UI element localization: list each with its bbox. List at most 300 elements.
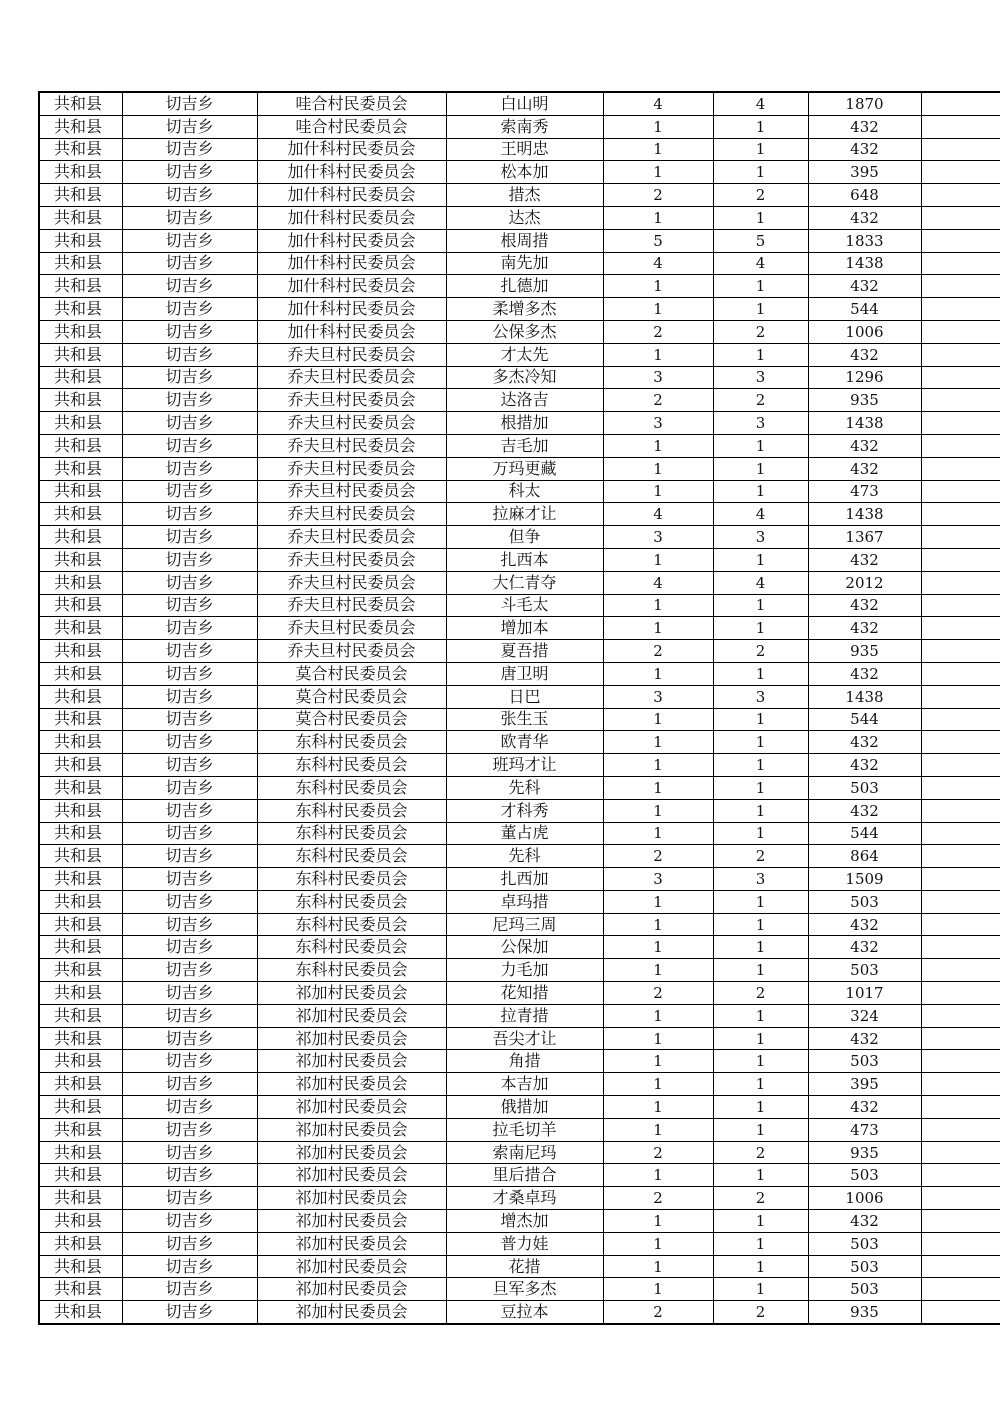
table-row: [39, 275, 1000, 298]
remark-cell: [921, 457, 1000, 480]
township-cell: 切吉乡: [122, 1096, 257, 1119]
amount-cell: 1438: [808, 252, 921, 275]
name-cell: 大仁青夺: [446, 571, 603, 594]
township-cell: 切吉乡: [122, 1118, 257, 1141]
table-row: [39, 138, 1000, 161]
village-cell: 祁加村民委员会: [257, 1278, 446, 1301]
data-table: [38, 91, 1000, 1325]
person-count-cell: 1: [713, 1278, 808, 1301]
remark-cell: [921, 1027, 1000, 1050]
person-count-cell: 1: [713, 1164, 808, 1187]
village-cell: 东科村民委员会: [257, 799, 446, 822]
name-cell: 尼玛三周: [446, 913, 603, 936]
township-cell: 切吉乡: [122, 571, 257, 594]
name-cell: 张生玉: [446, 708, 603, 731]
village-cell: 东科村民委员会: [257, 913, 446, 936]
township-cell: 切吉乡: [122, 503, 257, 526]
household-count-cell: 2: [603, 845, 713, 868]
amount-cell: 503: [808, 1232, 921, 1255]
household-count-cell: 1: [603, 936, 713, 959]
person-count-cell: 2: [713, 1141, 808, 1164]
household-count-cell: 1: [603, 115, 713, 138]
table-row: [39, 982, 1000, 1005]
person-count-cell: 3: [713, 868, 808, 891]
county-cell: 共和县: [39, 731, 122, 754]
amount-cell: 935: [808, 640, 921, 663]
township-cell: 切吉乡: [122, 1301, 257, 1324]
person-count-cell: 1: [713, 754, 808, 777]
name-cell: 先科: [446, 776, 603, 799]
household-count-cell: 1: [603, 822, 713, 845]
amount-cell: 432: [808, 731, 921, 754]
table-row: [39, 1255, 1000, 1278]
village-cell: 莫合村民委员会: [257, 662, 446, 685]
person-count-cell: 3: [713, 685, 808, 708]
household-count-cell: 1: [603, 1278, 713, 1301]
township-cell: 切吉乡: [122, 982, 257, 1005]
county-cell: 共和县: [39, 754, 122, 777]
township-cell: 切吉乡: [122, 138, 257, 161]
county-cell: 共和县: [39, 480, 122, 503]
person-count-cell: 1: [713, 799, 808, 822]
village-cell: 加什科村民委员会: [257, 206, 446, 229]
village-cell: 加什科村民委员会: [257, 184, 446, 207]
amount-cell: 1438: [808, 503, 921, 526]
table-row: [39, 252, 1000, 275]
name-cell: 索南秀: [446, 115, 603, 138]
township-cell: 切吉乡: [122, 913, 257, 936]
remark-cell: [921, 1141, 1000, 1164]
township-cell: 切吉乡: [122, 1232, 257, 1255]
township-cell: 切吉乡: [122, 685, 257, 708]
amount-cell: 1006: [808, 1187, 921, 1210]
county-cell: 共和县: [39, 1164, 122, 1187]
table-row: [39, 115, 1000, 138]
remark-cell: [921, 708, 1000, 731]
name-cell: 豆拉本: [446, 1301, 603, 1324]
county-cell: 共和县: [39, 412, 122, 435]
person-count-cell: 1: [713, 936, 808, 959]
household-count-cell: 1: [603, 138, 713, 161]
village-cell: 乔夫旦村民委员会: [257, 389, 446, 412]
amount-cell: 473: [808, 480, 921, 503]
remark-cell: [921, 229, 1000, 252]
table-row: [39, 617, 1000, 640]
township-cell: 切吉乡: [122, 662, 257, 685]
township-cell: 切吉乡: [122, 92, 257, 115]
remark-cell: [921, 366, 1000, 389]
township-cell: 切吉乡: [122, 320, 257, 343]
household-count-cell: 1: [603, 343, 713, 366]
name-cell: 柔增多杰: [446, 298, 603, 321]
table-row: [39, 1232, 1000, 1255]
township-cell: 切吉乡: [122, 1004, 257, 1027]
table-row: [39, 822, 1000, 845]
village-cell: 加什科村民委员会: [257, 298, 446, 321]
county-cell: 共和县: [39, 115, 122, 138]
household-count-cell: 1: [603, 1210, 713, 1233]
remark-cell: [921, 1164, 1000, 1187]
amount-cell: 432: [808, 275, 921, 298]
village-cell: 东科村民委员会: [257, 822, 446, 845]
person-count-cell: 1: [713, 1050, 808, 1073]
county-cell: 共和县: [39, 503, 122, 526]
amount-cell: 503: [808, 1278, 921, 1301]
household-count-cell: 3: [603, 366, 713, 389]
person-count-cell: 1: [713, 343, 808, 366]
village-cell: 祁加村民委员会: [257, 1232, 446, 1255]
person-count-cell: 1: [713, 115, 808, 138]
amount-cell: 503: [808, 776, 921, 799]
township-cell: 切吉乡: [122, 959, 257, 982]
household-count-cell: 1: [603, 1096, 713, 1119]
name-cell: 班玛才让: [446, 754, 603, 777]
amount-cell: 935: [808, 389, 921, 412]
table-row: [39, 1141, 1000, 1164]
township-cell: 切吉乡: [122, 480, 257, 503]
household-count-cell: 1: [603, 662, 713, 685]
household-count-cell: 1: [603, 1255, 713, 1278]
township-cell: 切吉乡: [122, 1278, 257, 1301]
person-count-cell: 1: [713, 434, 808, 457]
village-cell: 祁加村民委员会: [257, 1301, 446, 1324]
table-row: [39, 708, 1000, 731]
county-cell: 共和县: [39, 1050, 122, 1073]
county-cell: 共和县: [39, 959, 122, 982]
village-cell: 祁加村民委员会: [257, 1050, 446, 1073]
household-count-cell: 1: [603, 708, 713, 731]
remark-cell: [921, 115, 1000, 138]
table-row: [39, 1187, 1000, 1210]
remark-cell: [921, 1232, 1000, 1255]
person-count-cell: 3: [713, 412, 808, 435]
amount-cell: 544: [808, 298, 921, 321]
village-cell: 东科村民委员会: [257, 890, 446, 913]
township-cell: 切吉乡: [122, 115, 257, 138]
remark-cell: [921, 161, 1000, 184]
table-row: [39, 1301, 1000, 1324]
township-cell: 切吉乡: [122, 617, 257, 640]
township-cell: 切吉乡: [122, 275, 257, 298]
table-row: [39, 890, 1000, 913]
person-count-cell: 2: [713, 184, 808, 207]
remark-cell: [921, 776, 1000, 799]
village-cell: 加什科村民委员会: [257, 138, 446, 161]
table-row: [39, 936, 1000, 959]
remark-cell: [921, 1301, 1000, 1324]
table-row: [39, 1073, 1000, 1096]
person-count-cell: 1: [713, 1073, 808, 1096]
remark-cell: [921, 1255, 1000, 1278]
county-cell: 共和县: [39, 1301, 122, 1324]
village-cell: 东科村民委员会: [257, 776, 446, 799]
village-cell: 乔夫旦村民委员会: [257, 617, 446, 640]
remark-cell: [921, 982, 1000, 1005]
household-count-cell: 4: [603, 571, 713, 594]
township-cell: 切吉乡: [122, 731, 257, 754]
township-cell: 切吉乡: [122, 708, 257, 731]
county-cell: 共和县: [39, 161, 122, 184]
table-row: [39, 412, 1000, 435]
township-cell: 切吉乡: [122, 298, 257, 321]
table-row: [39, 776, 1000, 799]
name-cell: 公保多杰: [446, 320, 603, 343]
township-cell: 切吉乡: [122, 799, 257, 822]
person-count-cell: 1: [713, 890, 808, 913]
table-row: [39, 503, 1000, 526]
township-cell: 切吉乡: [122, 1164, 257, 1187]
village-cell: 祁加村民委员会: [257, 1073, 446, 1096]
village-cell: 东科村民委员会: [257, 845, 446, 868]
township-cell: 切吉乡: [122, 890, 257, 913]
person-count-cell: 1: [713, 822, 808, 845]
village-cell: 祁加村民委员会: [257, 1141, 446, 1164]
name-cell: 斗毛太: [446, 594, 603, 617]
name-cell: 吉毛加: [446, 434, 603, 457]
table-row: [39, 1118, 1000, 1141]
amount-cell: 1006: [808, 320, 921, 343]
household-count-cell: 2: [603, 320, 713, 343]
name-cell: 扎西加: [446, 868, 603, 891]
county-cell: 共和县: [39, 1073, 122, 1096]
township-cell: 切吉乡: [122, 1141, 257, 1164]
village-cell: 东科村民委员会: [257, 868, 446, 891]
county-cell: 共和县: [39, 1210, 122, 1233]
county-cell: 共和县: [39, 1096, 122, 1119]
amount-cell: 432: [808, 662, 921, 685]
township-cell: 切吉乡: [122, 206, 257, 229]
county-cell: 共和县: [39, 571, 122, 594]
household-count-cell: 1: [603, 890, 713, 913]
remark-cell: [921, 252, 1000, 275]
household-count-cell: 1: [603, 731, 713, 754]
name-cell: 达杰: [446, 206, 603, 229]
amount-cell: 1870: [808, 92, 921, 115]
county-cell: 共和县: [39, 594, 122, 617]
county-cell: 共和县: [39, 184, 122, 207]
amount-cell: 1438: [808, 685, 921, 708]
table-row: [39, 1050, 1000, 1073]
person-count-cell: 1: [713, 275, 808, 298]
name-cell: 里后措合: [446, 1164, 603, 1187]
name-cell: 才太先: [446, 343, 603, 366]
table-row: [39, 480, 1000, 503]
person-count-cell: 1: [713, 548, 808, 571]
table-row: [39, 366, 1000, 389]
person-count-cell: 4: [713, 571, 808, 594]
remark-cell: [921, 1210, 1000, 1233]
amount-cell: 864: [808, 845, 921, 868]
county-cell: 共和县: [39, 206, 122, 229]
person-count-cell: 1: [713, 1027, 808, 1050]
village-cell: 祁加村民委员会: [257, 1027, 446, 1050]
name-cell: 根措加: [446, 412, 603, 435]
table-body: [39, 92, 1000, 1324]
name-cell: 增加本: [446, 617, 603, 640]
name-cell: 旦军多杰: [446, 1278, 603, 1301]
name-cell: 拉青措: [446, 1004, 603, 1027]
household-count-cell: 1: [603, 1004, 713, 1027]
village-cell: 祁加村民委员会: [257, 1187, 446, 1210]
household-count-cell: 4: [603, 252, 713, 275]
county-cell: 共和县: [39, 913, 122, 936]
household-count-cell: 2: [603, 1141, 713, 1164]
county-cell: 共和县: [39, 708, 122, 731]
county-cell: 共和县: [39, 298, 122, 321]
amount-cell: 432: [808, 913, 921, 936]
household-count-cell: 1: [603, 959, 713, 982]
amount-cell: 1017: [808, 982, 921, 1005]
amount-cell: 503: [808, 890, 921, 913]
table-row: [39, 685, 1000, 708]
amount-cell: 432: [808, 343, 921, 366]
household-count-cell: 1: [603, 161, 713, 184]
person-count-cell: 2: [713, 1187, 808, 1210]
name-cell: 花知措: [446, 982, 603, 1005]
village-cell: 祁加村民委员会: [257, 1255, 446, 1278]
name-cell: 欧青华: [446, 731, 603, 754]
village-cell: 乔夫旦村民委员会: [257, 412, 446, 435]
remark-cell: [921, 1278, 1000, 1301]
name-cell: 达洛吉: [446, 389, 603, 412]
person-count-cell: 3: [713, 526, 808, 549]
remark-cell: [921, 389, 1000, 412]
person-count-cell: 1: [713, 457, 808, 480]
county-cell: 共和县: [39, 252, 122, 275]
household-count-cell: 3: [603, 412, 713, 435]
remark-cell: [921, 184, 1000, 207]
name-cell: 拉毛切羊: [446, 1118, 603, 1141]
village-cell: 祁加村民委员会: [257, 1004, 446, 1027]
person-count-cell: 1: [713, 1255, 808, 1278]
table-row: [39, 434, 1000, 457]
amount-cell: 503: [808, 959, 921, 982]
name-cell: 但争: [446, 526, 603, 549]
name-cell: 索南尼玛: [446, 1141, 603, 1164]
amount-cell: 395: [808, 161, 921, 184]
county-cell: 共和县: [39, 776, 122, 799]
county-cell: 共和县: [39, 1278, 122, 1301]
village-cell: 祁加村民委员会: [257, 1210, 446, 1233]
table-row: [39, 184, 1000, 207]
township-cell: 切吉乡: [122, 1050, 257, 1073]
household-count-cell: 1: [603, 1073, 713, 1096]
county-cell: 共和县: [39, 890, 122, 913]
table-row: [39, 206, 1000, 229]
remark-cell: [921, 754, 1000, 777]
amount-cell: 432: [808, 548, 921, 571]
table-row: [39, 161, 1000, 184]
remark-cell: [921, 412, 1000, 435]
remark-cell: [921, 526, 1000, 549]
name-cell: 白山明: [446, 92, 603, 115]
household-count-cell: 2: [603, 982, 713, 1005]
person-count-cell: 1: [713, 617, 808, 640]
township-cell: 切吉乡: [122, 434, 257, 457]
township-cell: 切吉乡: [122, 1073, 257, 1096]
name-cell: 日巴: [446, 685, 603, 708]
table-row: [39, 799, 1000, 822]
county-cell: 共和县: [39, 1141, 122, 1164]
village-cell: 祁加村民委员会: [257, 1118, 446, 1141]
remark-cell: [921, 548, 1000, 571]
table-row: [39, 959, 1000, 982]
township-cell: 切吉乡: [122, 822, 257, 845]
township-cell: 切吉乡: [122, 754, 257, 777]
village-cell: 东科村民委员会: [257, 754, 446, 777]
person-count-cell: 1: [713, 776, 808, 799]
name-cell: 夏吾措: [446, 640, 603, 663]
remark-cell: [921, 138, 1000, 161]
township-cell: 切吉乡: [122, 1255, 257, 1278]
person-count-cell: 1: [713, 206, 808, 229]
amount-cell: 2012: [808, 571, 921, 594]
person-count-cell: 1: [713, 161, 808, 184]
village-cell: 加什科村民委员会: [257, 252, 446, 275]
township-cell: 切吉乡: [122, 161, 257, 184]
amount-cell: 503: [808, 1164, 921, 1187]
village-cell: 莫合村民委员会: [257, 708, 446, 731]
household-count-cell: 1: [603, 1164, 713, 1187]
remark-cell: [921, 343, 1000, 366]
township-cell: 切吉乡: [122, 1187, 257, 1210]
household-count-cell: 1: [603, 1118, 713, 1141]
remark-cell: [921, 594, 1000, 617]
remark-cell: [921, 1004, 1000, 1027]
remark-cell: [921, 731, 1000, 754]
township-cell: 切吉乡: [122, 936, 257, 959]
county-cell: 共和县: [39, 1232, 122, 1255]
household-count-cell: 1: [603, 1232, 713, 1255]
township-cell: 切吉乡: [122, 1210, 257, 1233]
remark-cell: [921, 206, 1000, 229]
person-count-cell: 1: [713, 959, 808, 982]
amount-cell: 1833: [808, 229, 921, 252]
amount-cell: 432: [808, 1210, 921, 1233]
county-cell: 共和县: [39, 320, 122, 343]
county-cell: 共和县: [39, 343, 122, 366]
household-count-cell: 1: [603, 206, 713, 229]
village-cell: 乔夫旦村民委员会: [257, 366, 446, 389]
amount-cell: 544: [808, 708, 921, 731]
amount-cell: 544: [808, 822, 921, 845]
household-count-cell: 2: [603, 1301, 713, 1324]
table-row: [39, 298, 1000, 321]
amount-cell: 432: [808, 594, 921, 617]
township-cell: 切吉乡: [122, 252, 257, 275]
village-cell: 东科村民委员会: [257, 959, 446, 982]
household-count-cell: 1: [603, 548, 713, 571]
amount-cell: 648: [808, 184, 921, 207]
person-count-cell: 1: [713, 1232, 808, 1255]
household-count-cell: 2: [603, 1187, 713, 1210]
person-count-cell: 2: [713, 845, 808, 868]
person-count-cell: 4: [713, 92, 808, 115]
household-count-cell: 1: [603, 913, 713, 936]
name-cell: 才桑卓玛: [446, 1187, 603, 1210]
county-cell: 共和县: [39, 366, 122, 389]
remark-cell: [921, 845, 1000, 868]
county-cell: 共和县: [39, 617, 122, 640]
person-count-cell: 2: [713, 320, 808, 343]
amount-cell: 432: [808, 617, 921, 640]
remark-cell: [921, 480, 1000, 503]
table-row: [39, 1164, 1000, 1187]
table-row: [39, 594, 1000, 617]
county-cell: 共和县: [39, 640, 122, 663]
village-cell: 加什科村民委员会: [257, 161, 446, 184]
amount-cell: 1509: [808, 868, 921, 891]
